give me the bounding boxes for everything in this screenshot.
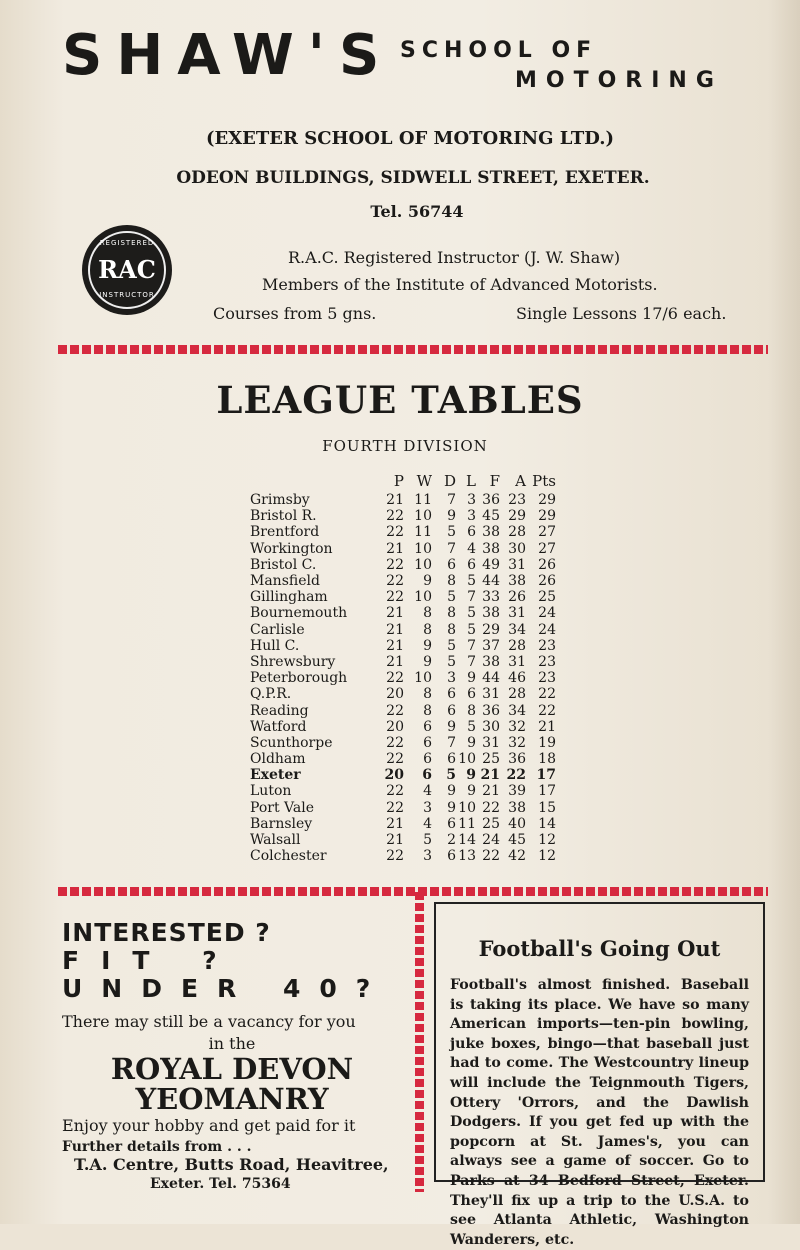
- table-row: [250, 605, 556, 621]
- stat-cell: 31: [508, 605, 526, 622]
- stat-cell: 22: [386, 589, 404, 606]
- stat-cell: 42: [508, 848, 526, 865]
- table-row: [250, 622, 556, 638]
- stat-cell: 7: [467, 653, 476, 670]
- stat-cell: 22: [386, 702, 404, 719]
- stat-cell: 6: [447, 686, 456, 703]
- stat-cell: 38: [508, 573, 526, 590]
- stat-cell: 5: [467, 621, 476, 638]
- stat-cell: 11: [414, 492, 432, 509]
- stat-cell: 9: [467, 783, 476, 800]
- ad-vacancy: There may still be a vacancy for you: [62, 1012, 356, 1031]
- ad-yeomanry: YEOMANRY: [135, 1082, 329, 1116]
- company-name: (EXETER SCHOOL OF MOTORING LTD.): [205, 128, 615, 149]
- team-name: Shrewsbury: [250, 653, 336, 670]
- stat-cell: 25: [482, 751, 500, 768]
- stat-cell: 28: [508, 686, 526, 703]
- rac-badge-letters: RAC: [98, 255, 156, 284]
- stat-cell: 8: [447, 605, 456, 622]
- team-name: Oldham: [250, 751, 306, 768]
- stat-cell: 6: [423, 734, 432, 751]
- column-header: P: [393, 472, 404, 490]
- stat-cell: 38: [508, 799, 526, 816]
- team-name: Hull C.: [250, 637, 300, 654]
- stat-cell: 31: [482, 686, 500, 703]
- stat-cell: 20: [384, 767, 404, 784]
- column-header: D: [443, 472, 456, 490]
- stat-cell: 21: [386, 637, 404, 654]
- stat-cell: 46: [508, 670, 526, 687]
- stat-cell: 21: [538, 718, 556, 735]
- column-header: A: [515, 472, 526, 490]
- division-heading: FOURTH DIVISION: [322, 437, 488, 455]
- stat-cell: 22: [538, 702, 556, 719]
- column-header: F: [489, 472, 500, 490]
- table-row: [250, 767, 556, 783]
- stat-cell: 38: [482, 653, 500, 670]
- stat-cell: 24: [482, 832, 500, 849]
- stat-cell: 29: [538, 492, 556, 509]
- red-divider-vertical: [415, 892, 424, 1192]
- stat-cell: 44: [482, 573, 500, 590]
- table-row: [250, 670, 556, 686]
- team-name: Carlisle: [250, 621, 305, 638]
- team-name: Bristol C.: [250, 556, 317, 573]
- stat-cell: 10: [458, 751, 476, 768]
- ad-in-the: in the: [208, 1034, 256, 1053]
- stat-cell: 36: [508, 751, 526, 768]
- shaws-wordmark: SHAW'S: [62, 23, 394, 88]
- stat-cell: 6: [467, 524, 476, 541]
- team-name: Bristol R.: [250, 508, 317, 525]
- stat-cell: 5: [447, 524, 456, 541]
- stat-cell: 34: [508, 621, 526, 638]
- stat-cell: 5: [447, 637, 456, 654]
- ad-enjoy: Enjoy your hobby and get paid for it: [62, 1116, 356, 1135]
- table-row: [250, 848, 556, 864]
- stat-cell: 11: [458, 815, 476, 832]
- stat-cell: 5: [467, 573, 476, 590]
- stat-cell: 22: [386, 799, 404, 816]
- stat-cell: 45: [508, 832, 526, 849]
- stat-cell: 5: [447, 589, 456, 606]
- team-name: Brentford: [250, 524, 320, 541]
- stat-cell: 25: [538, 589, 556, 606]
- stat-cell: 29: [482, 621, 500, 638]
- team-name: Walsall: [250, 832, 301, 849]
- stat-cell: 45: [482, 508, 500, 525]
- stat-cell: 18: [538, 751, 556, 768]
- stat-cell: 21: [386, 540, 404, 557]
- stat-cell: 21: [386, 832, 404, 849]
- company-address: ODEON BUILDINGS, SIDWELL STREET, EXETER.: [176, 168, 650, 188]
- stat-cell: 30: [482, 718, 500, 735]
- stat-cell: 31: [508, 556, 526, 573]
- stat-cell: 5: [423, 832, 432, 849]
- ad-ta-centre: T.A. Centre, Butts Road, Heavitree,: [74, 1155, 389, 1174]
- ad-under-40: UNDER 40?: [62, 974, 390, 1003]
- stat-cell: 6: [447, 815, 456, 832]
- stat-cell: 31: [508, 653, 526, 670]
- table-row: [250, 638, 556, 654]
- stat-cell: 29: [508, 508, 526, 525]
- stat-cell: 9: [466, 767, 476, 784]
- stat-cell: 3: [447, 670, 456, 687]
- school-of-motoring-heading: [400, 36, 723, 95]
- stat-cell: 15: [538, 799, 556, 816]
- stat-cell: 44: [482, 670, 500, 687]
- stat-cell: 10: [414, 556, 432, 573]
- stat-cell: 7: [447, 734, 456, 751]
- table-row: [250, 702, 556, 718]
- rac-badge-icon: [82, 225, 172, 315]
- table-row: [250, 524, 556, 540]
- football-going-out-box: [434, 902, 765, 1248]
- stat-cell: 21: [482, 783, 500, 800]
- stat-cell: 14: [538, 815, 556, 832]
- stat-cell: 7: [447, 492, 456, 509]
- school-line-1: SCHOOL OF: [400, 38, 598, 63]
- team-name: Exeter: [250, 767, 301, 784]
- stat-cell: 21: [386, 653, 404, 670]
- league-tables-title: LEAGUE TABLES: [216, 378, 584, 422]
- stat-cell: 38: [482, 540, 500, 557]
- team-name: Bournemouth: [250, 605, 348, 622]
- courses-price: Courses from 5 gns.: [213, 304, 377, 323]
- stat-cell: 6: [467, 556, 476, 573]
- stat-cell: 22: [386, 848, 404, 865]
- team-name: Port Vale: [250, 799, 314, 816]
- stat-cell: 8: [423, 702, 432, 719]
- red-divider-top: [58, 345, 768, 354]
- stat-cell: 21: [386, 605, 404, 622]
- stat-cell: 22: [482, 799, 500, 816]
- team-name: Reading: [250, 702, 309, 719]
- stat-cell: 21: [480, 767, 500, 784]
- league-table-header: [250, 470, 556, 492]
- ad-fit: FIT ?: [62, 946, 239, 975]
- league-table: [250, 470, 556, 864]
- school-line-2: MOTORING: [515, 67, 723, 93]
- table-row: [250, 686, 556, 702]
- column-header: L: [466, 472, 476, 490]
- stat-cell: 21: [386, 621, 404, 638]
- stat-cell: 6: [447, 556, 456, 573]
- stat-cell: 32: [508, 718, 526, 735]
- stat-cell: 6: [423, 751, 432, 768]
- stat-cell: 28: [508, 637, 526, 654]
- stat-cell: 40: [508, 815, 526, 832]
- stat-cell: 33: [482, 589, 500, 606]
- team-name: Mansfield: [250, 573, 320, 590]
- stat-cell: 9: [467, 734, 476, 751]
- stat-cell: 32: [508, 734, 526, 751]
- members-line: Members of the Institute of Advanced Motorists.: [262, 275, 658, 294]
- stat-cell: 5: [467, 605, 476, 622]
- table-row: [250, 541, 556, 557]
- ad-exeter-tel: Exeter. Tel. 75364: [150, 1176, 291, 1192]
- stat-cell: 9: [447, 799, 456, 816]
- team-name: Workington: [250, 540, 333, 557]
- table-row: [250, 816, 556, 832]
- stat-cell: 36: [482, 492, 500, 509]
- stat-cell: 6: [447, 702, 456, 719]
- stat-cell: 20: [386, 686, 404, 703]
- stat-cell: 6: [423, 718, 432, 735]
- football-box-title: Football's Going Out: [478, 936, 721, 961]
- team-name: Barnsley: [250, 815, 313, 832]
- stat-cell: 17: [538, 783, 556, 800]
- stat-cell: 20: [386, 718, 404, 735]
- ad-interested: INTERESTED ?: [62, 918, 271, 947]
- stat-cell: 3: [423, 799, 432, 816]
- stat-cell: 26: [508, 589, 526, 606]
- stat-cell: 10: [414, 589, 432, 606]
- stat-cell: 22: [386, 524, 404, 541]
- stat-cell: 22: [386, 556, 404, 573]
- stat-cell: 36: [482, 702, 500, 719]
- stat-cell: 2: [447, 832, 456, 849]
- stat-cell: 22: [386, 573, 404, 590]
- stat-cell: 8: [423, 686, 432, 703]
- lessons-price: Single Lessons 17/6 each.: [516, 304, 727, 323]
- stat-cell: 10: [414, 508, 432, 525]
- stat-cell: 7: [467, 589, 476, 606]
- stat-cell: 17: [536, 767, 556, 784]
- stat-cell: 12: [538, 832, 556, 849]
- stat-cell: 49: [482, 556, 500, 573]
- stat-cell: 9: [447, 508, 456, 525]
- stat-cell: 5: [447, 653, 456, 670]
- stat-cell: 9: [423, 573, 432, 590]
- stat-cell: 3: [467, 508, 476, 525]
- table-row: [250, 735, 556, 751]
- stat-cell: 22: [506, 767, 526, 784]
- stat-cell: 11: [414, 524, 432, 541]
- stat-cell: 34: [508, 702, 526, 719]
- stat-cell: 39: [508, 783, 526, 800]
- stat-cell: 9: [423, 637, 432, 654]
- stat-cell: 23: [538, 670, 556, 687]
- stat-cell: 14: [458, 832, 476, 849]
- team-name: Gillingham: [250, 589, 328, 606]
- stat-cell: 24: [538, 621, 556, 638]
- stat-cell: 38: [482, 605, 500, 622]
- stat-cell: 10: [414, 670, 432, 687]
- stat-cell: 37: [482, 637, 500, 654]
- stat-cell: 8: [447, 573, 456, 590]
- team-column-header: [250, 470, 382, 492]
- stat-cell: 13: [458, 848, 476, 865]
- team-name: Colchester: [250, 848, 327, 865]
- stat-cell: 27: [538, 524, 556, 541]
- stat-cell: 12: [538, 848, 556, 865]
- stat-cell: 22: [386, 783, 404, 800]
- stat-cell: 7: [447, 540, 456, 557]
- stat-cell: 9: [467, 670, 476, 687]
- stat-cell: 21: [386, 492, 404, 509]
- table-row: [250, 654, 556, 670]
- stat-cell: 29: [538, 508, 556, 525]
- stat-cell: 9: [447, 783, 456, 800]
- team-name: Grimsby: [250, 492, 310, 509]
- team-name: Scunthorpe: [250, 734, 333, 751]
- stat-cell: 8: [467, 702, 476, 719]
- stat-cell: 4: [467, 540, 476, 557]
- instructor-line: R.A.C. Registered Instructor (J. W. Shaw): [288, 248, 621, 267]
- stat-cell: 8: [423, 621, 432, 638]
- stat-cell: 22: [386, 734, 404, 751]
- stat-cell: 4: [423, 783, 432, 800]
- stat-cell: 10: [414, 540, 432, 557]
- stat-cell: 6: [422, 767, 432, 784]
- stat-cell: 22: [538, 686, 556, 703]
- team-name: Q.P.R.: [250, 686, 292, 703]
- stat-cell: 6: [447, 751, 456, 768]
- column-header: Pts: [532, 472, 556, 490]
- column-header: W: [416, 472, 432, 490]
- stat-cell: 23: [508, 492, 526, 509]
- stat-cell: 6: [447, 848, 456, 865]
- stat-cell: 4: [423, 815, 432, 832]
- stat-cell: 22: [386, 751, 404, 768]
- stat-cell: 9: [423, 653, 432, 670]
- stat-cell: 5: [467, 718, 476, 735]
- red-divider-bottom: [58, 887, 768, 896]
- table-row: [250, 508, 556, 524]
- rac-badge-top-text: REGISTERED: [99, 239, 155, 247]
- stat-cell: 8: [447, 621, 456, 638]
- stat-cell: 28: [508, 524, 526, 541]
- stat-cell: 3: [467, 492, 476, 509]
- table-row: [250, 832, 556, 848]
- football-box-body: Football's almost finished. Baseball is taking its place. We have so many American imports—ten-pin bowling, juke boxes, bingo—that baseball just had to come. The Westcountry lineup will include the Teignmouth Tigers, Ottery 'Orrors, and the Dawlish Dodgers. If you get fed up with the popcorn at St. James's, you can always see a game of soccer. Go to Parks at 34 Bedford Street, Exeter. They'll fix up a trip to the U.S.A. to see Atlanta Athletic, Washington Wanderers, etc.: [450, 977, 749, 1248]
- ad-royal-devon: ROYAL DEVON: [110, 1052, 354, 1086]
- stat-cell: 27: [538, 540, 556, 557]
- stat-cell: 10: [458, 799, 476, 816]
- company-telephone: Tel. 56744: [370, 202, 464, 221]
- stat-cell: 22: [482, 848, 500, 865]
- stat-cell: 7: [467, 637, 476, 654]
- stat-cell: 9: [447, 718, 456, 735]
- stat-cell: 6: [467, 686, 476, 703]
- stat-cell: 30: [508, 540, 526, 557]
- stat-cell: 22: [386, 670, 404, 687]
- table-row: [250, 800, 556, 816]
- stat-cell: 3: [423, 848, 432, 865]
- stat-cell: 26: [538, 556, 556, 573]
- stat-cell: 31: [482, 734, 500, 751]
- table-row: [250, 719, 556, 735]
- stat-cell: 26: [538, 573, 556, 590]
- table-row: [250, 751, 556, 767]
- team-name: Watford: [250, 718, 307, 735]
- rac-badge-bottom-text: INSTRUCTOR: [99, 291, 155, 299]
- team-name: Luton: [250, 783, 292, 800]
- table-row: [250, 783, 556, 799]
- stat-cell: 22: [386, 508, 404, 525]
- table-row: [250, 573, 556, 589]
- stat-cell: 24: [538, 605, 556, 622]
- team-name: Peterborough: [250, 670, 348, 687]
- table-row: [250, 557, 556, 573]
- stat-cell: 8: [423, 605, 432, 622]
- stat-cell: 19: [538, 734, 556, 751]
- stat-cell: 21: [386, 815, 404, 832]
- stat-cell: 25: [482, 815, 500, 832]
- table-row: [250, 589, 556, 605]
- table-row: [250, 492, 556, 508]
- stat-cell: 23: [538, 653, 556, 670]
- stat-cell: 38: [482, 524, 500, 541]
- stat-cell: 23: [538, 637, 556, 654]
- stat-cell: 5: [446, 767, 456, 784]
- ad-further: Further details from . . .: [62, 1139, 252, 1155]
